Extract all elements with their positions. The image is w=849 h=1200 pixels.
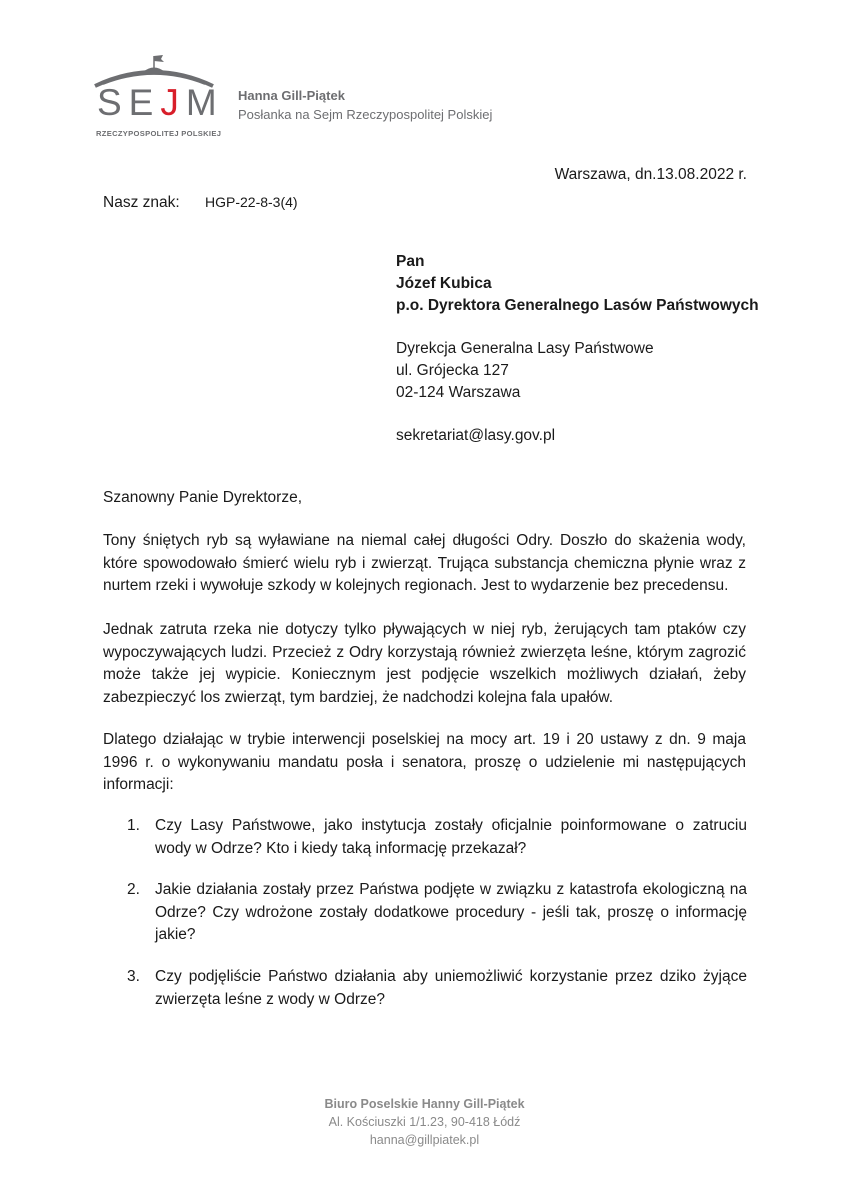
question-item-2 — [127, 879, 747, 947]
sender-name: Hanna Gill-Piątek — [238, 88, 345, 103]
question-text: Czy Lasy Państwowe, jako instytucja zostały oficjalnie poinformowane o zatruciu wody w Odrze? Kto i kiedy taką informację przekazał? — [155, 817, 747, 857]
sender-role: Posłanka na Sejm Rzeczypospolitej Polskiej — [238, 107, 493, 122]
recipient-name: Józef Kubica — [396, 275, 492, 292]
salutation: Szanowny Panie Dyrektorze, — [103, 489, 303, 506]
footer-office: Biuro Poselskie Hanny Gill-Piątek — [324, 1097, 525, 1111]
footer-email: hanna@gillpiatek.pl — [369, 1133, 480, 1147]
letter-date: Warszawa, dn.13.08.2022 r. — [554, 166, 747, 183]
question-item-1 — [127, 815, 747, 860]
question-text: Jakie działania zostały przez Państwa podjęte w związku z katastrofa ekologiczną na Odrze? Czy wdrożone zostały dodatkowe procedury - jeśli tak, proszę o informację jakie? — [155, 881, 747, 943]
question-text: Czy podjęliście Państwo działania aby uniemożliwić korzystanie przez dziko żyjące zwierzęta leśne z wody w Odrze? — [155, 968, 747, 1008]
body-paragraph-2: Jednak zatruta rzeka nie dotyczy tylko pływających w niej ryb, żerujących tam ptaków czy wypoczywających ludzi. Przecież z Odry korzystają również zwierzęta leśne, którym zagrozić może także jej wypicie. Koniecznym jest podjęcie wszelkich możliwych działań, żeby zabezpieczyć los zwierząt, tym bardziej, że nadchodzi kolejna fala upałów. — [103, 621, 746, 706]
body-paragraph-3: Dlatego działając w trybie interwencji poselskiej na mocy art. 19 i 20 ustawy z dn. 9 maja 1996 r. o wykonywaniu mandatu posła i senatora, proszę o udzielenie mi następujących informacji: — [103, 731, 746, 793]
recipient-city: 02-124 Warszawa — [396, 384, 521, 401]
footer-address: Al. Kościuszki 1/1.23, 90-418 Łódź — [328, 1115, 521, 1129]
recipient-position: p.o. Dyrektora Generalnego Lasów Państwowych — [396, 297, 759, 314]
recipient-email: sekretariat@lasy.gov.pl — [396, 427, 556, 444]
recipient-title: Pan — [396, 253, 425, 270]
question-number: 1. — [127, 817, 140, 834]
reference-value: HGP-22-8-3(4) — [205, 194, 298, 210]
question-item-3 — [127, 966, 747, 1011]
recipient-street: ul. Grójecka 127 — [396, 362, 509, 379]
reference-label: Nasz znak: — [103, 194, 180, 211]
body-paragraph-1: Tony śniętych ryb są wyławiane na niemal całej długości Odry. Doszło do skażenia wody, które spowodowało śmierć wielu ryb i zwierząt. Trująca substancja chemiczna płynie wraz z nurtem rzeki i wywołuje szkody w kolejnych regionach. Jest to wydarzenie bez precedensu. — [103, 532, 746, 594]
question-number: 2. — [127, 881, 140, 898]
question-number: 3. — [127, 968, 140, 985]
logo-subtitle: RZECZYPOSPOLITEJ POLSKIEJ — [96, 129, 222, 138]
recipient-institution: Dyrekcja Generalna Lasy Państwowe — [396, 340, 654, 357]
logo-wordmark: SEJM — [97, 82, 224, 123]
